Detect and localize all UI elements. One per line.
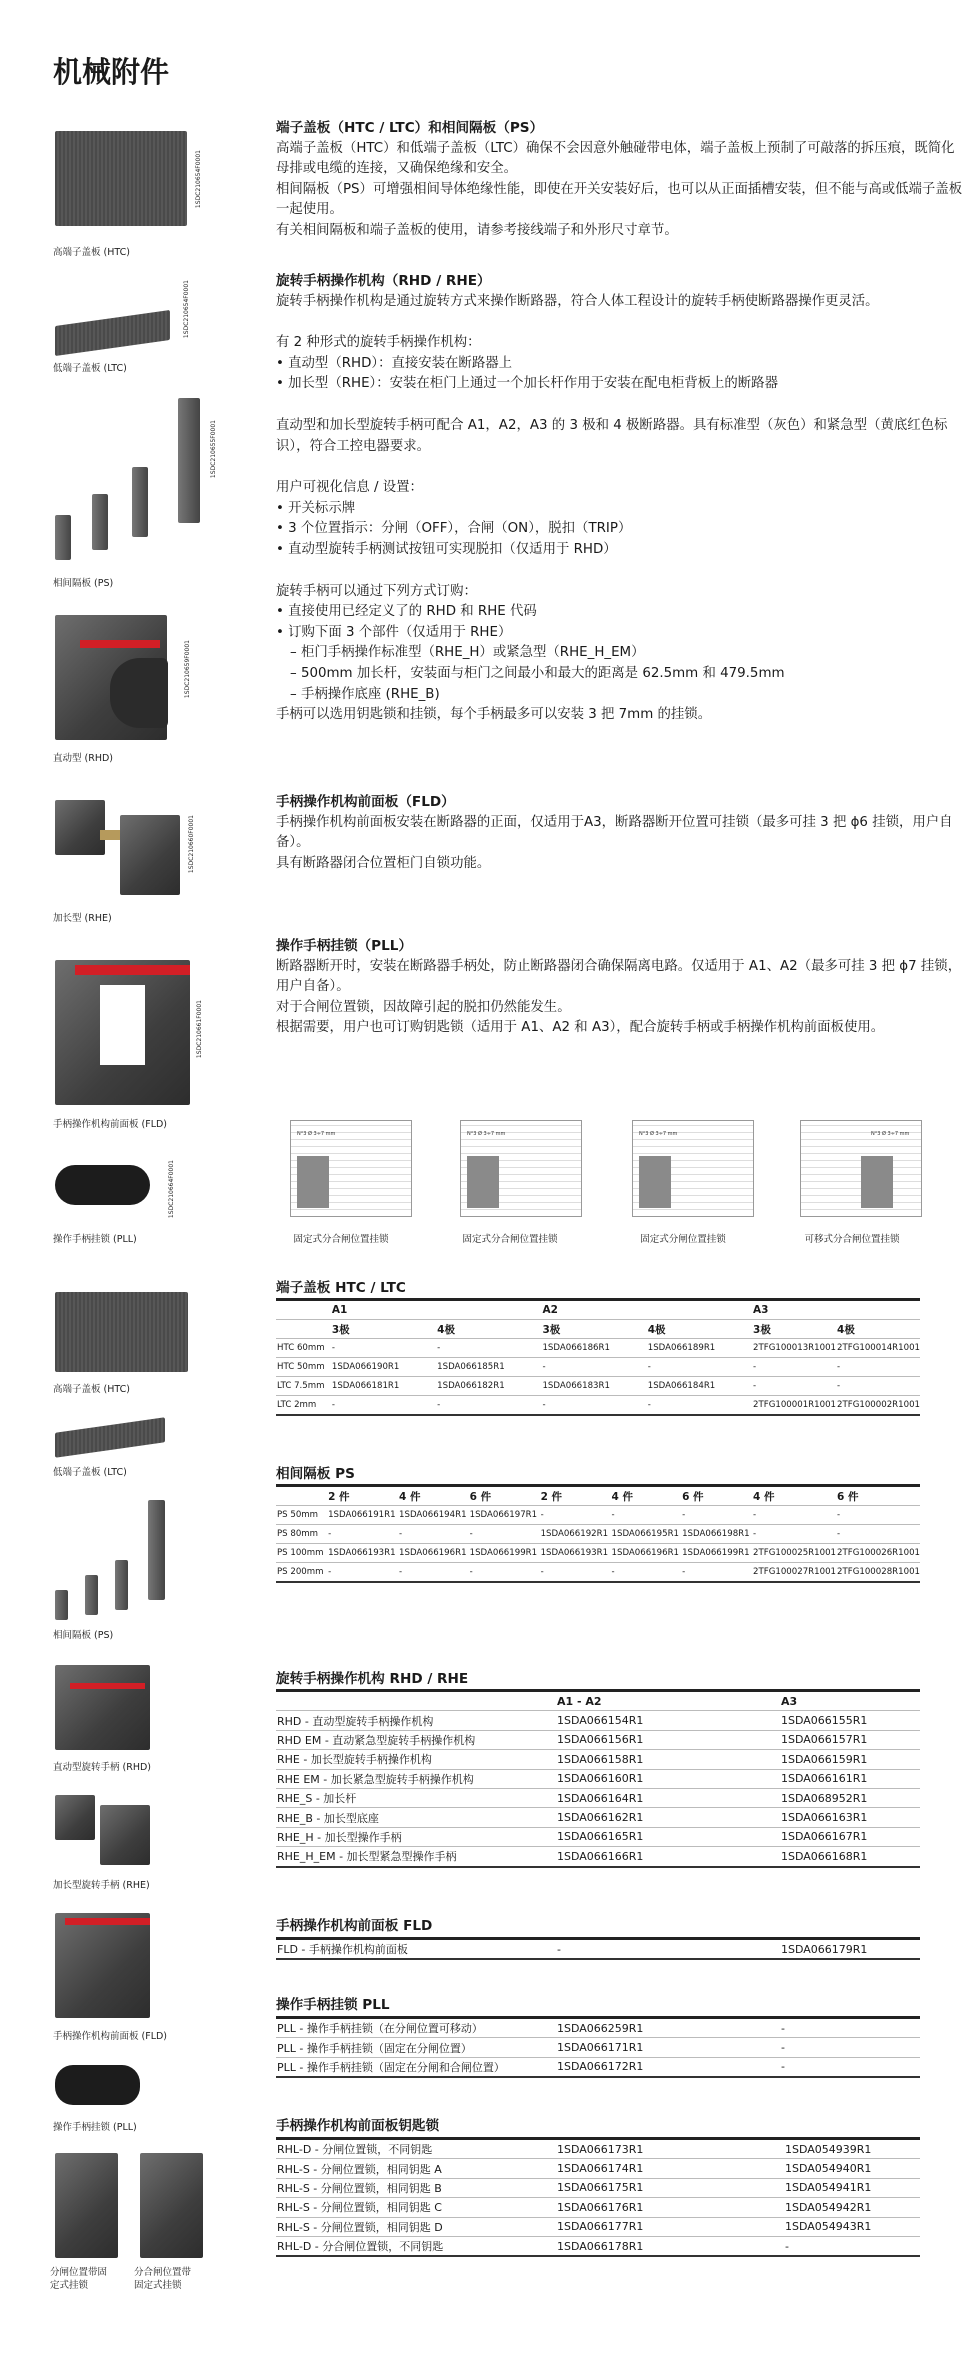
paragraph: 高端子盖板（HTC）和低端子盖板（LTC）确保不会因意外触碰带电体，端子盖板上预制了可敲落的拆压痕，既简化母排或电缆的连接，又确保绝缘和安全。 bbox=[276, 140, 955, 177]
table-header-cell bbox=[836, 1300, 920, 1320]
table-cell: - bbox=[647, 1400, 651, 1410]
table-cell: 2TFG100002R1001 bbox=[837, 1400, 920, 1410]
table-cell: 1SDA066163R1 bbox=[780, 1808, 920, 1827]
table-header-cell bbox=[647, 1300, 752, 1320]
table-cell: 1SDA066154R1 bbox=[556, 1711, 780, 1730]
caption-fld: 手柄操作机构前面板 (FLD) bbox=[53, 2031, 168, 2042]
table-cell: - bbox=[752, 1525, 836, 1544]
diagram-caption: 固定式分闸位置挂锁 bbox=[640, 1234, 726, 1245]
section-heading: 端子盖板（HTC / LTC）和相间隔板（PS） bbox=[276, 120, 544, 136]
table-row bbox=[276, 1788, 920, 1807]
table-cell: LTC 2mm bbox=[277, 1400, 317, 1410]
table-cell: - bbox=[327, 1525, 398, 1544]
table-cell: 1SDA066176R1 bbox=[556, 2198, 784, 2217]
table-cell: - bbox=[399, 1567, 403, 1577]
table-cell: 1SDA066157R1 bbox=[780, 1730, 920, 1749]
ltc-image bbox=[55, 310, 170, 356]
table-cell: PLL - 操作手柄挂锁（固定在分闸位置） bbox=[276, 2038, 556, 2057]
table-header-cell: 4极 bbox=[836, 1320, 920, 1339]
table-title-pll: 操作手柄挂锁 PLL bbox=[276, 1997, 390, 2013]
table-header-cell: 3极 bbox=[752, 1320, 836, 1339]
table-header-cell: 4 件 bbox=[752, 1486, 836, 1506]
table-header-cell: A3 bbox=[780, 1691, 920, 1711]
table-cell: PS 50mm bbox=[276, 1506, 327, 1525]
table-cell: PLL - 操作手柄挂锁（在分闸位置可移动） bbox=[276, 2018, 556, 2038]
table-cell: PS 100mm bbox=[276, 1544, 327, 1563]
table-cell: 2TFG100014R1001 bbox=[836, 1339, 920, 1358]
section-heading: 旋转手柄操作机构（RHD / RHE） bbox=[276, 273, 491, 289]
ps-image bbox=[132, 467, 148, 537]
caption-ltc: 低端子盖板 (LTC) bbox=[53, 363, 127, 374]
table-cell: 1SDA066189R1 bbox=[647, 1339, 752, 1358]
table-cell: - bbox=[541, 1358, 646, 1377]
table-cell: RHL-S - 分闸位置锁，相同钥匙 D bbox=[276, 2217, 556, 2236]
paragraph: 直动型和加长型旋转手柄可配合 A1，A2，A3 的 3 极和 4 极断路器。具有标准型（灰色）和紧急型（黄底红色标识），符合工控电器要求。 bbox=[276, 417, 948, 454]
paragraph: 对于合闸位置锁，因故障引起的脱扣仍然能发生。 bbox=[276, 999, 571, 1015]
table-row bbox=[276, 2217, 920, 2236]
table-cell: 1SDA066174R1 bbox=[556, 2159, 784, 2178]
paragraph: 用户可视化信息 / 设置： bbox=[276, 480, 423, 496]
image-code: 1SDC210660F0001 bbox=[188, 815, 195, 874]
table-cell: 1SDA066158R1 bbox=[556, 1750, 780, 1769]
table-header-cell bbox=[276, 1486, 327, 1506]
table-header-cell: A3 bbox=[752, 1300, 836, 1320]
table-cell: - bbox=[611, 1567, 615, 1577]
rhd-rhe-table bbox=[276, 1689, 920, 1868]
table-cell: 1SDA066166R1 bbox=[557, 1849, 644, 1863]
fld-window bbox=[100, 985, 145, 1065]
caption-lock-open: 分闸位置带固定式挂锁 bbox=[50, 2267, 108, 2291]
table-cell: 1SDA054942R1 bbox=[784, 2198, 920, 2217]
pll-image bbox=[55, 1165, 150, 1205]
table-cell: - bbox=[540, 1567, 544, 1577]
table-cell: - bbox=[681, 1506, 752, 1525]
table-header-cell bbox=[276, 1691, 556, 1711]
table-cell: 2TFG100025R1001 bbox=[752, 1544, 836, 1563]
table-cell: - bbox=[328, 1567, 332, 1577]
diagram-label: N°3 Ø 3÷7 mm bbox=[871, 1131, 910, 1137]
red-label bbox=[75, 965, 190, 975]
table-cell: - bbox=[647, 1358, 752, 1377]
table-cell: - bbox=[682, 1567, 686, 1577]
sub-bullet: – 手柄操作底座 (RHE_B) bbox=[290, 686, 440, 702]
table-cell: 1SDA066162R1 bbox=[556, 1808, 780, 1827]
htc-image bbox=[55, 1292, 188, 1372]
red-label bbox=[80, 640, 160, 648]
table-cell: 1SDA066192R1 bbox=[540, 1525, 611, 1544]
caption-rhd: 直动型 (RHD) bbox=[53, 753, 113, 764]
bullet: • 直接使用已经定义了的 RHD 和 RHE 代码 bbox=[276, 604, 537, 620]
table-cell: HTC 60mm bbox=[276, 1339, 331, 1358]
table-cell: 1SDA054943R1 bbox=[784, 2217, 920, 2236]
bullet: • 加长型（RHE）：安装在柜门上通过一个加长杆作用于安装在配电柜背板上的断路器 bbox=[276, 376, 778, 392]
table-cell: RHL-S - 分闸位置锁，相同钥匙 A bbox=[276, 2159, 556, 2178]
table-cell: RHE_S - 加长杆 bbox=[276, 1788, 556, 1807]
htc-ltc-table bbox=[276, 1298, 920, 1416]
table-row bbox=[276, 1827, 920, 1846]
image-code: 1SDC210654F0001 bbox=[183, 280, 190, 339]
table-cell: FLD - 手柄操作机构前面板 bbox=[277, 1943, 408, 1957]
section-rotary bbox=[276, 271, 966, 726]
table-cell: - bbox=[836, 1358, 920, 1377]
table-cell: RHD - 直动型旋转手柄操作机构 bbox=[276, 1711, 556, 1730]
table-cell: 1SDA054939R1 bbox=[784, 2139, 920, 2159]
bullet: • 开关标示牌 bbox=[276, 500, 356, 516]
table-title-rhd: 旋转手柄操作机构 RHD / RHE bbox=[276, 1671, 469, 1687]
paragraph: 相间隔板（PS）可增强相间导体绝缘性能，即使在开关安装好后，也可以从正面插槽安装，但不能与高或低端子盖板一起使用。 bbox=[276, 181, 963, 218]
table-cell: - bbox=[752, 1358, 836, 1377]
table-header-cell: 6 件 bbox=[836, 1486, 920, 1506]
bullet: • 3 个位置指示：分闸（OFF），合闸（ON），脱扣（TRIP） bbox=[276, 521, 632, 537]
table-cell: PS 80mm bbox=[276, 1525, 327, 1544]
bullet: • 直动型（RHD）：直接安装在断路器上 bbox=[276, 355, 512, 371]
paragraph: 断路器断开时，安装在断路器手柄处，防止断路器闭合确保隔离电路。仅适用于 A1、A2（最多可挂 3 把 ϕ7 挂锁，用户自备）。 bbox=[276, 958, 962, 995]
table-row bbox=[276, 2236, 920, 2256]
image-code: 1SDC210664F0001 bbox=[168, 1160, 175, 1219]
diagram-caption: 可移式分合闸位置挂锁 bbox=[804, 1234, 900, 1245]
table-cell: 1SDA066193R1 bbox=[327, 1544, 398, 1563]
table-cell: 2TFG100001R1001 bbox=[753, 1400, 837, 1410]
lock-image bbox=[140, 2153, 203, 2258]
table-cell: - bbox=[437, 1400, 441, 1410]
table-row bbox=[276, 1544, 920, 1563]
table-cell: 1SDA066185R1 bbox=[436, 1358, 541, 1377]
table-row bbox=[276, 1711, 920, 1730]
section-fld bbox=[276, 792, 966, 874]
table-cell: - bbox=[780, 2038, 920, 2057]
image-code: 1SDC210655F0001 bbox=[210, 420, 217, 479]
table-cell: 1SDA066164R1 bbox=[556, 1788, 780, 1807]
table-row bbox=[276, 2018, 920, 2038]
table-cell: 1SDA066194R1 bbox=[398, 1506, 469, 1525]
table-cell: 1SDA066198R1 bbox=[681, 1525, 752, 1544]
table-cell: 1SDA066199R1 bbox=[469, 1544, 540, 1563]
paragraph: 手柄操作机构前面板安装在断路器的正面，仅适用于A3，断路器断开位置可挂锁（最多可挂 3 把 ϕ6 挂锁，用户自备）。 bbox=[276, 814, 953, 851]
table-cell: RHL-D - 分闸位置锁，不同钥匙 bbox=[276, 2139, 556, 2159]
table-title-fld: 手柄操作机构前面板 FLD bbox=[276, 1918, 433, 1934]
table-header-cell: A2 bbox=[541, 1300, 646, 1320]
table-cell: 1SDA066177R1 bbox=[556, 2217, 784, 2236]
table-row bbox=[276, 1939, 920, 1960]
table-cell: 1SDA066196R1 bbox=[611, 1544, 682, 1563]
table-cell: PS 200mm bbox=[277, 1567, 324, 1577]
section-pll bbox=[276, 936, 966, 1039]
table-cell: - bbox=[836, 1377, 920, 1396]
table-cell: RHL-D - 分合闸位置锁，不同钥匙 bbox=[277, 2240, 444, 2254]
table-title-htc: 端子盖板 HTC / LTC bbox=[276, 1280, 406, 1296]
table-cell: - bbox=[752, 1377, 836, 1396]
bullet: • 直动型旋转手柄测试按钮可实现脱扣（仅适用于 RHD） bbox=[276, 541, 617, 557]
table-row bbox=[276, 2139, 920, 2159]
table-cell: - bbox=[436, 1339, 541, 1358]
table-cell: RHE EM - 加长紧急型旋转手柄操作机构 bbox=[276, 1769, 556, 1788]
table-cell: 1SDA066195R1 bbox=[611, 1525, 682, 1544]
table-cell: 1SDA066186R1 bbox=[541, 1339, 646, 1358]
table-header-row bbox=[276, 1300, 920, 1320]
table-row bbox=[276, 1847, 920, 1867]
table-header-cell: 6 件 bbox=[469, 1486, 540, 1506]
paragraph: 旋转手柄操作机构是通过旋转方式来操作断路器，符合人体工程设计的旋转手柄使断路器操作更灵活。 bbox=[276, 293, 879, 309]
table-cell: - bbox=[836, 1525, 920, 1544]
diagram-caption: 固定式分合闸位置挂锁 bbox=[293, 1234, 389, 1245]
table-header-cell: 4 件 bbox=[398, 1486, 469, 1506]
diagram-label: N°3 Ø 3÷7 mm bbox=[297, 1131, 336, 1137]
image-code: 1SDC210661F0001 bbox=[196, 1000, 203, 1059]
table-cell: HTC 50mm bbox=[276, 1358, 331, 1377]
rotary-handle bbox=[110, 658, 168, 728]
table-header-row bbox=[276, 1320, 920, 1339]
table-cell: 1SDA054940R1 bbox=[784, 2159, 920, 2178]
bullet: • 订购下面 3 个部件（仅适用于 RHE） bbox=[276, 624, 512, 640]
table-cell: - bbox=[398, 1525, 469, 1544]
table-cell: - bbox=[752, 1506, 836, 1525]
table-row bbox=[276, 1339, 920, 1358]
table-cell: - bbox=[469, 1525, 540, 1544]
padlock-diagram bbox=[632, 1120, 754, 1217]
table-header-cell: A1 - A2 bbox=[556, 1691, 780, 1711]
table-row bbox=[276, 1506, 920, 1525]
table-header-row bbox=[276, 1486, 920, 1506]
table-cell: - bbox=[780, 2018, 920, 2038]
table-cell: PLL - 操作手柄挂锁（固定在分闸和合闸位置） bbox=[277, 2060, 505, 2074]
caption-pll: 操作手柄挂锁 (PLL) bbox=[53, 1234, 137, 1245]
htc-image bbox=[55, 131, 187, 226]
table-cell: 1SDA066155R1 bbox=[780, 1711, 920, 1730]
table-cell: - bbox=[542, 1400, 546, 1410]
table-cell: 1SDA066179R1 bbox=[781, 1942, 868, 1956]
paragraph: 有 2 种形式的旋转手柄操作机构： bbox=[276, 335, 481, 351]
table-cell: 1SDA066161R1 bbox=[780, 1769, 920, 1788]
padlock-diagram bbox=[460, 1120, 582, 1217]
ps-image bbox=[92, 494, 108, 550]
paragraph: 手柄可以选用钥匙锁和挂锁，每个手柄最多可以安装 3 把 7mm 的挂锁。 bbox=[276, 707, 712, 723]
key-lock-table bbox=[276, 2137, 920, 2257]
table-cell: - bbox=[540, 1506, 611, 1525]
ps-image bbox=[178, 398, 200, 523]
paragraph: 具有断路器闭合位置柜门自锁功能。 bbox=[276, 855, 491, 871]
image-code: 1SDC210654F0001 bbox=[195, 150, 202, 209]
caption-lock-both: 分合闸位置带固定式挂锁 bbox=[134, 2267, 192, 2291]
image-code: 1SDC210659F0001 bbox=[184, 640, 191, 699]
table-cell: 1SDA066159R1 bbox=[780, 1750, 920, 1769]
table-cell: 1SDA066190R1 bbox=[331, 1358, 436, 1377]
table-title-key: 手柄操作机构前面板钥匙锁 bbox=[276, 2118, 440, 2134]
caption-htc: 高端子盖板 (HTC) bbox=[53, 247, 130, 258]
table-cell: 1SDA066171R1 bbox=[556, 2038, 780, 2057]
table-cell: 1SDA066199R1 bbox=[681, 1544, 752, 1563]
table-title-ps: 相间隔板 PS bbox=[276, 1466, 355, 1482]
table-cell: 1SDA066193R1 bbox=[540, 1544, 611, 1563]
caption-rhe: 加长型 (RHE) bbox=[53, 913, 112, 924]
table-header-cell: 4极 bbox=[436, 1320, 541, 1339]
table-cell: 2TFG100027R1001 bbox=[753, 1567, 837, 1577]
table-cell: 1SDA066173R1 bbox=[556, 2139, 784, 2159]
table-cell: - bbox=[785, 2239, 789, 2253]
table-cell: 1SDA066175R1 bbox=[556, 2178, 784, 2197]
lock-image bbox=[55, 2153, 118, 2258]
rhe-image bbox=[100, 1805, 150, 1865]
caption-htc: 高端子盖板 (HTC) bbox=[53, 1384, 130, 1395]
caption-pll: 操作手柄挂锁 (PLL) bbox=[53, 2122, 137, 2133]
table-row bbox=[276, 1377, 920, 1396]
ps-image bbox=[55, 515, 71, 560]
table-cell: RHE_H_EM - 加长型紧急型操作手柄 bbox=[277, 1850, 457, 1864]
pll-image bbox=[55, 2065, 140, 2105]
table-cell: LTC 7.5mm bbox=[276, 1377, 331, 1396]
table-cell: 1SDA066160R1 bbox=[556, 1769, 780, 1788]
table-cell: 1SDA066197R1 bbox=[469, 1506, 540, 1525]
table-header-cell: 3极 bbox=[541, 1320, 646, 1339]
table-header-cell bbox=[276, 1300, 331, 1320]
caption-rhe: 加长型旋转手柄 (RHE) bbox=[53, 1880, 150, 1891]
table-row bbox=[276, 1358, 920, 1377]
table-header-cell: 2 件 bbox=[327, 1486, 398, 1506]
table-header-cell bbox=[276, 1320, 331, 1339]
table-cell: - bbox=[836, 1506, 920, 1525]
table-cell: 2TFG100028R1001 bbox=[837, 1567, 920, 1577]
padlock-diagram bbox=[800, 1120, 922, 1217]
table-cell: 1SDA066191R1 bbox=[327, 1506, 398, 1525]
table-cell: 1SDA068952R1 bbox=[780, 1788, 920, 1807]
rhe-image bbox=[55, 800, 105, 855]
table-cell: 1SDA066156R1 bbox=[556, 1730, 780, 1749]
diagram-label: N°3 Ø 3÷7 mm bbox=[639, 1131, 678, 1137]
table-cell: 1SDA066182R1 bbox=[436, 1377, 541, 1396]
table-header-cell: 3极 bbox=[331, 1320, 436, 1339]
table-cell: 1SDA066167R1 bbox=[780, 1827, 920, 1846]
ps-table bbox=[276, 1484, 920, 1583]
table-cell: 1SDA066168R1 bbox=[781, 1849, 868, 1863]
table-cell: RHD EM - 直动紧急型旋转手柄操作机构 bbox=[276, 1730, 556, 1749]
table-cell: - bbox=[331, 1400, 335, 1410]
table-cell: 1SDA066259R1 bbox=[556, 2018, 780, 2038]
rhe-image bbox=[120, 815, 180, 895]
ps-image bbox=[85, 1575, 98, 1615]
red-label bbox=[70, 1683, 145, 1689]
paragraph: 旋转手柄可以通过下列方式订购： bbox=[276, 583, 477, 599]
rhd-image bbox=[55, 1665, 150, 1750]
table-row bbox=[276, 2038, 920, 2057]
table-header-cell: A1 bbox=[331, 1300, 436, 1320]
padlock-diagram bbox=[290, 1120, 412, 1217]
table-cell: 2TFG100013R1001 bbox=[752, 1339, 836, 1358]
section-terminal bbox=[276, 118, 966, 242]
section-heading: 操作手柄挂锁（PLL） bbox=[276, 938, 413, 954]
ps-image bbox=[55, 1590, 68, 1620]
table-cell: 1SDA066178R1 bbox=[557, 2239, 644, 2253]
diagram-label: N°3 Ø 3÷7 mm bbox=[467, 1131, 506, 1137]
page-title: 机械附件 bbox=[53, 55, 170, 89]
table-cell: - bbox=[469, 1567, 473, 1577]
table-cell: 1SDA066172R1 bbox=[557, 2060, 644, 2074]
caption-ps: 相间隔板 (PS) bbox=[53, 578, 114, 589]
table-header-cell: 2 件 bbox=[540, 1486, 611, 1506]
table-header-cell bbox=[436, 1300, 541, 1320]
table-row bbox=[276, 1730, 920, 1749]
table-cell: 1SDA066196R1 bbox=[398, 1544, 469, 1563]
table-header-cell: 4 件 bbox=[611, 1486, 682, 1506]
table-row bbox=[276, 1750, 920, 1769]
caption-fld: 手柄操作机构前面板 (FLD) bbox=[53, 1119, 168, 1130]
table-cell: RHE_H - 加长型操作手柄 bbox=[276, 1827, 556, 1846]
table-cell: 2TFG100026R1001 bbox=[836, 1544, 920, 1563]
paragraph: 根据需要，用户也可订购钥匙锁（适用于 A1、A2 和 A3），配合旋转手柄或手柄操作机构前面板使用。 bbox=[276, 1020, 885, 1036]
table-cell: RHL-S - 分闸位置锁，相同钥匙 C bbox=[276, 2198, 556, 2217]
ltc-image bbox=[55, 1417, 165, 1457]
table-cell: - bbox=[781, 2060, 785, 2074]
rhe-image bbox=[55, 1795, 95, 1840]
ps-image bbox=[115, 1560, 128, 1610]
table-cell: 1SDA054941R1 bbox=[784, 2178, 920, 2197]
table-cell: 1SDA066184R1 bbox=[647, 1377, 752, 1396]
table-row bbox=[276, 2178, 920, 2197]
table-row bbox=[276, 2159, 920, 2178]
paragraph: 有关相间隔板和端子盖板的使用，请参考接线端子和外形尺寸章节。 bbox=[276, 222, 678, 238]
diagram-caption: 固定式分合闸位置挂锁 bbox=[462, 1234, 558, 1245]
table-header-row bbox=[276, 1691, 920, 1711]
caption-rhd: 直动型旋转手柄 (RHD) bbox=[53, 1762, 151, 1773]
table-cell: 1SDA066183R1 bbox=[541, 1377, 646, 1396]
table-row bbox=[276, 2198, 920, 2217]
table-cell: - bbox=[331, 1339, 436, 1358]
table-row bbox=[276, 1563, 920, 1583]
table-cell: 1SDA066181R1 bbox=[331, 1377, 436, 1396]
table-header-cell: 4极 bbox=[647, 1320, 752, 1339]
caption-ltc: 低端子盖板 (LTC) bbox=[53, 1467, 127, 1478]
red-label bbox=[65, 1918, 150, 1925]
fld-table bbox=[276, 1937, 920, 1960]
table-cell: RHL-S - 分闸位置锁，相同钥匙 B bbox=[276, 2178, 556, 2197]
table-cell: 1SDA066165R1 bbox=[556, 1827, 780, 1846]
table-row bbox=[276, 1525, 920, 1544]
table-cell: RHE_B - 加长型底座 bbox=[276, 1808, 556, 1827]
table-row bbox=[276, 2057, 920, 2077]
fld-image bbox=[55, 1913, 150, 2018]
pll-table bbox=[276, 2016, 920, 2078]
sub-bullet: – 500mm 加长杆，安装面与柜门之间最小和最大的距离是 62.5mm 和 479.5mm bbox=[290, 665, 785, 681]
table-header-cell: 6 件 bbox=[681, 1486, 752, 1506]
table-cell: RHE - 加长型旋转手柄操作机构 bbox=[276, 1750, 556, 1769]
table-row bbox=[276, 1808, 920, 1827]
table-cell: - bbox=[611, 1506, 682, 1525]
table-row bbox=[276, 1769, 920, 1788]
table-cell: - bbox=[557, 1942, 561, 1956]
section-heading: 手柄操作机构前面板（FLD） bbox=[276, 794, 455, 810]
table-row bbox=[276, 1396, 920, 1416]
ps-image bbox=[148, 1500, 165, 1600]
caption-ps: 相间隔板 (PS) bbox=[53, 1630, 114, 1641]
sub-bullet: – 柜门手柄操作标准型（RHE_H）或紧急型（RHE_H_EM） bbox=[290, 645, 645, 661]
